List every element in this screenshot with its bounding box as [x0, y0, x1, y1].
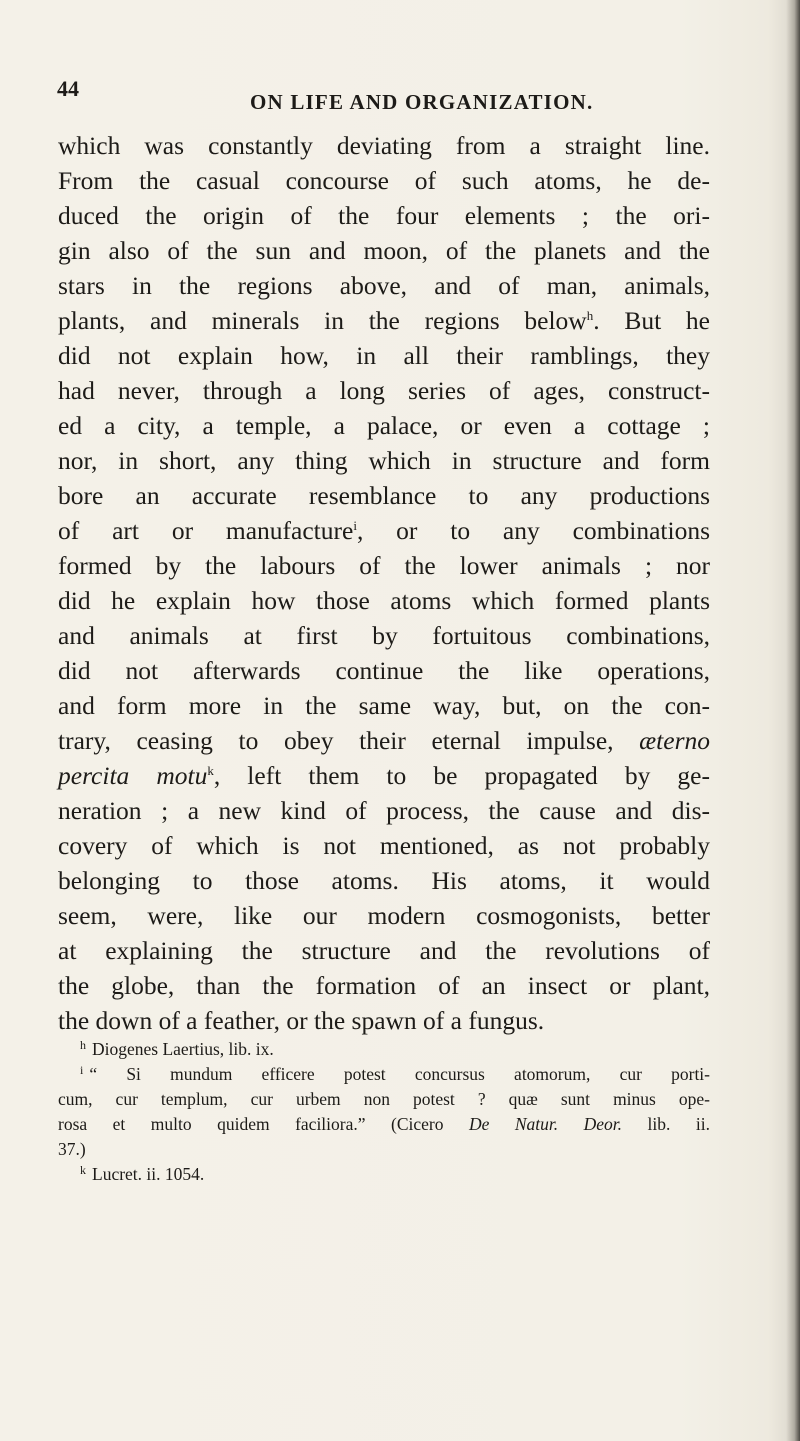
footnote-i-line: cum, cur templum, cur urbem non potest ? quæ sunt minus ope-	[58, 1089, 710, 1109]
page-header	[40, 76, 770, 116]
text-run: plants, and minerals in the regions below	[58, 306, 587, 335]
text-line: ed a city, a temple, a palace, or even a cottage ;	[58, 411, 710, 440]
text-line: belonging to those atoms. His atoms, it would	[58, 866, 710, 895]
text-line: bore an accurate resemblance to any productions	[58, 481, 710, 510]
footnote-ref-i: i	[353, 518, 357, 533]
text-line: and form more in the same way, but, on the con-	[58, 691, 710, 720]
text-line: did not explain how, in all their ramblings, they	[58, 341, 710, 370]
page-edge-shadow	[786, 0, 800, 1441]
italic-run: æterno	[639, 726, 710, 755]
text-line: the down of a feather, or the spawn of a fungus.	[58, 1006, 545, 1035]
footnote-i-line: 37.)	[58, 1139, 86, 1159]
footnotes	[58, 1037, 710, 1187]
text-line: duced the origin of the four elements ; the ori-	[58, 201, 710, 230]
text-line	[58, 513, 710, 548]
text-line	[58, 303, 710, 338]
text-line: did he explain how those atoms which formed plants	[58, 586, 710, 615]
text-run: , or to any combinations	[356, 516, 710, 545]
text-run: of art or manufacture	[58, 516, 354, 545]
text-line	[58, 758, 710, 793]
text-line: formed by the labours of the lower animals ; nor	[58, 551, 710, 580]
italic-run: percita motu	[58, 761, 208, 790]
footnote-k	[58, 1162, 710, 1187]
page-number: 44	[57, 76, 79, 101]
text-line: which was constantly deviating from a straight line.	[58, 131, 710, 160]
footnote-i-line	[58, 1112, 710, 1137]
text-run: , left them to be propagated by ge-	[213, 761, 710, 790]
footnote-h	[58, 1037, 710, 1062]
text-line: neration ; a new kind of process, the cause and dis-	[58, 796, 710, 825]
text-line: the globe, than the formation of an insect or plant,	[58, 971, 710, 1000]
footnote-text: “ Si mundum efficere potest concursus atomorum, cur porti-	[89, 1064, 710, 1084]
running-title: ON LIFE AND ORGANIZATION.	[250, 90, 594, 114]
body-text	[58, 128, 710, 1038]
footnote-text: Lucret. ii. 1054.	[92, 1164, 205, 1184]
text-line: From the casual concourse of such atoms, he de-	[58, 166, 710, 195]
text-line: did not afterwards continue the like operations,	[58, 656, 710, 685]
text-line: covery of which is not mentioned, as not probably	[58, 831, 710, 860]
text-line	[58, 723, 710, 758]
footnote-text: rosa et multo quidem faciliora.” (Cicero	[58, 1114, 469, 1134]
footnote-i	[58, 1062, 710, 1087]
footnote-ref-h: h	[586, 308, 594, 323]
text-line: had never, through a long series of ages, construct-	[58, 376, 710, 405]
footnote-marker: k	[80, 1163, 86, 1177]
text-line: gin also of the sun and moon, of the planets and the	[58, 236, 710, 265]
footnote-marker: i	[80, 1063, 84, 1077]
text-line: nor, in short, any thing which in structure and form	[58, 446, 710, 475]
text-run: trary, ceasing to obey their eternal impulse,	[58, 726, 640, 755]
footnote-marker: h	[80, 1038, 86, 1052]
text-run: . But he	[593, 306, 710, 335]
text-line: at explaining the structure and the revolutions of	[58, 936, 710, 965]
text-line: and animals at first by fortuitous combinations,	[58, 621, 710, 650]
footnote-text: lib. ii.	[622, 1114, 710, 1134]
footnote-ref-k: k	[207, 763, 214, 778]
footnote-italic: De Natur. Deor.	[468, 1114, 623, 1134]
text-line: stars in the regions above, and of man, animals,	[58, 271, 710, 300]
text-line: seem, were, like our modern cosmogonists, better	[58, 901, 710, 930]
footnote-text: Diogenes Laertius, lib. ix.	[92, 1039, 274, 1059]
